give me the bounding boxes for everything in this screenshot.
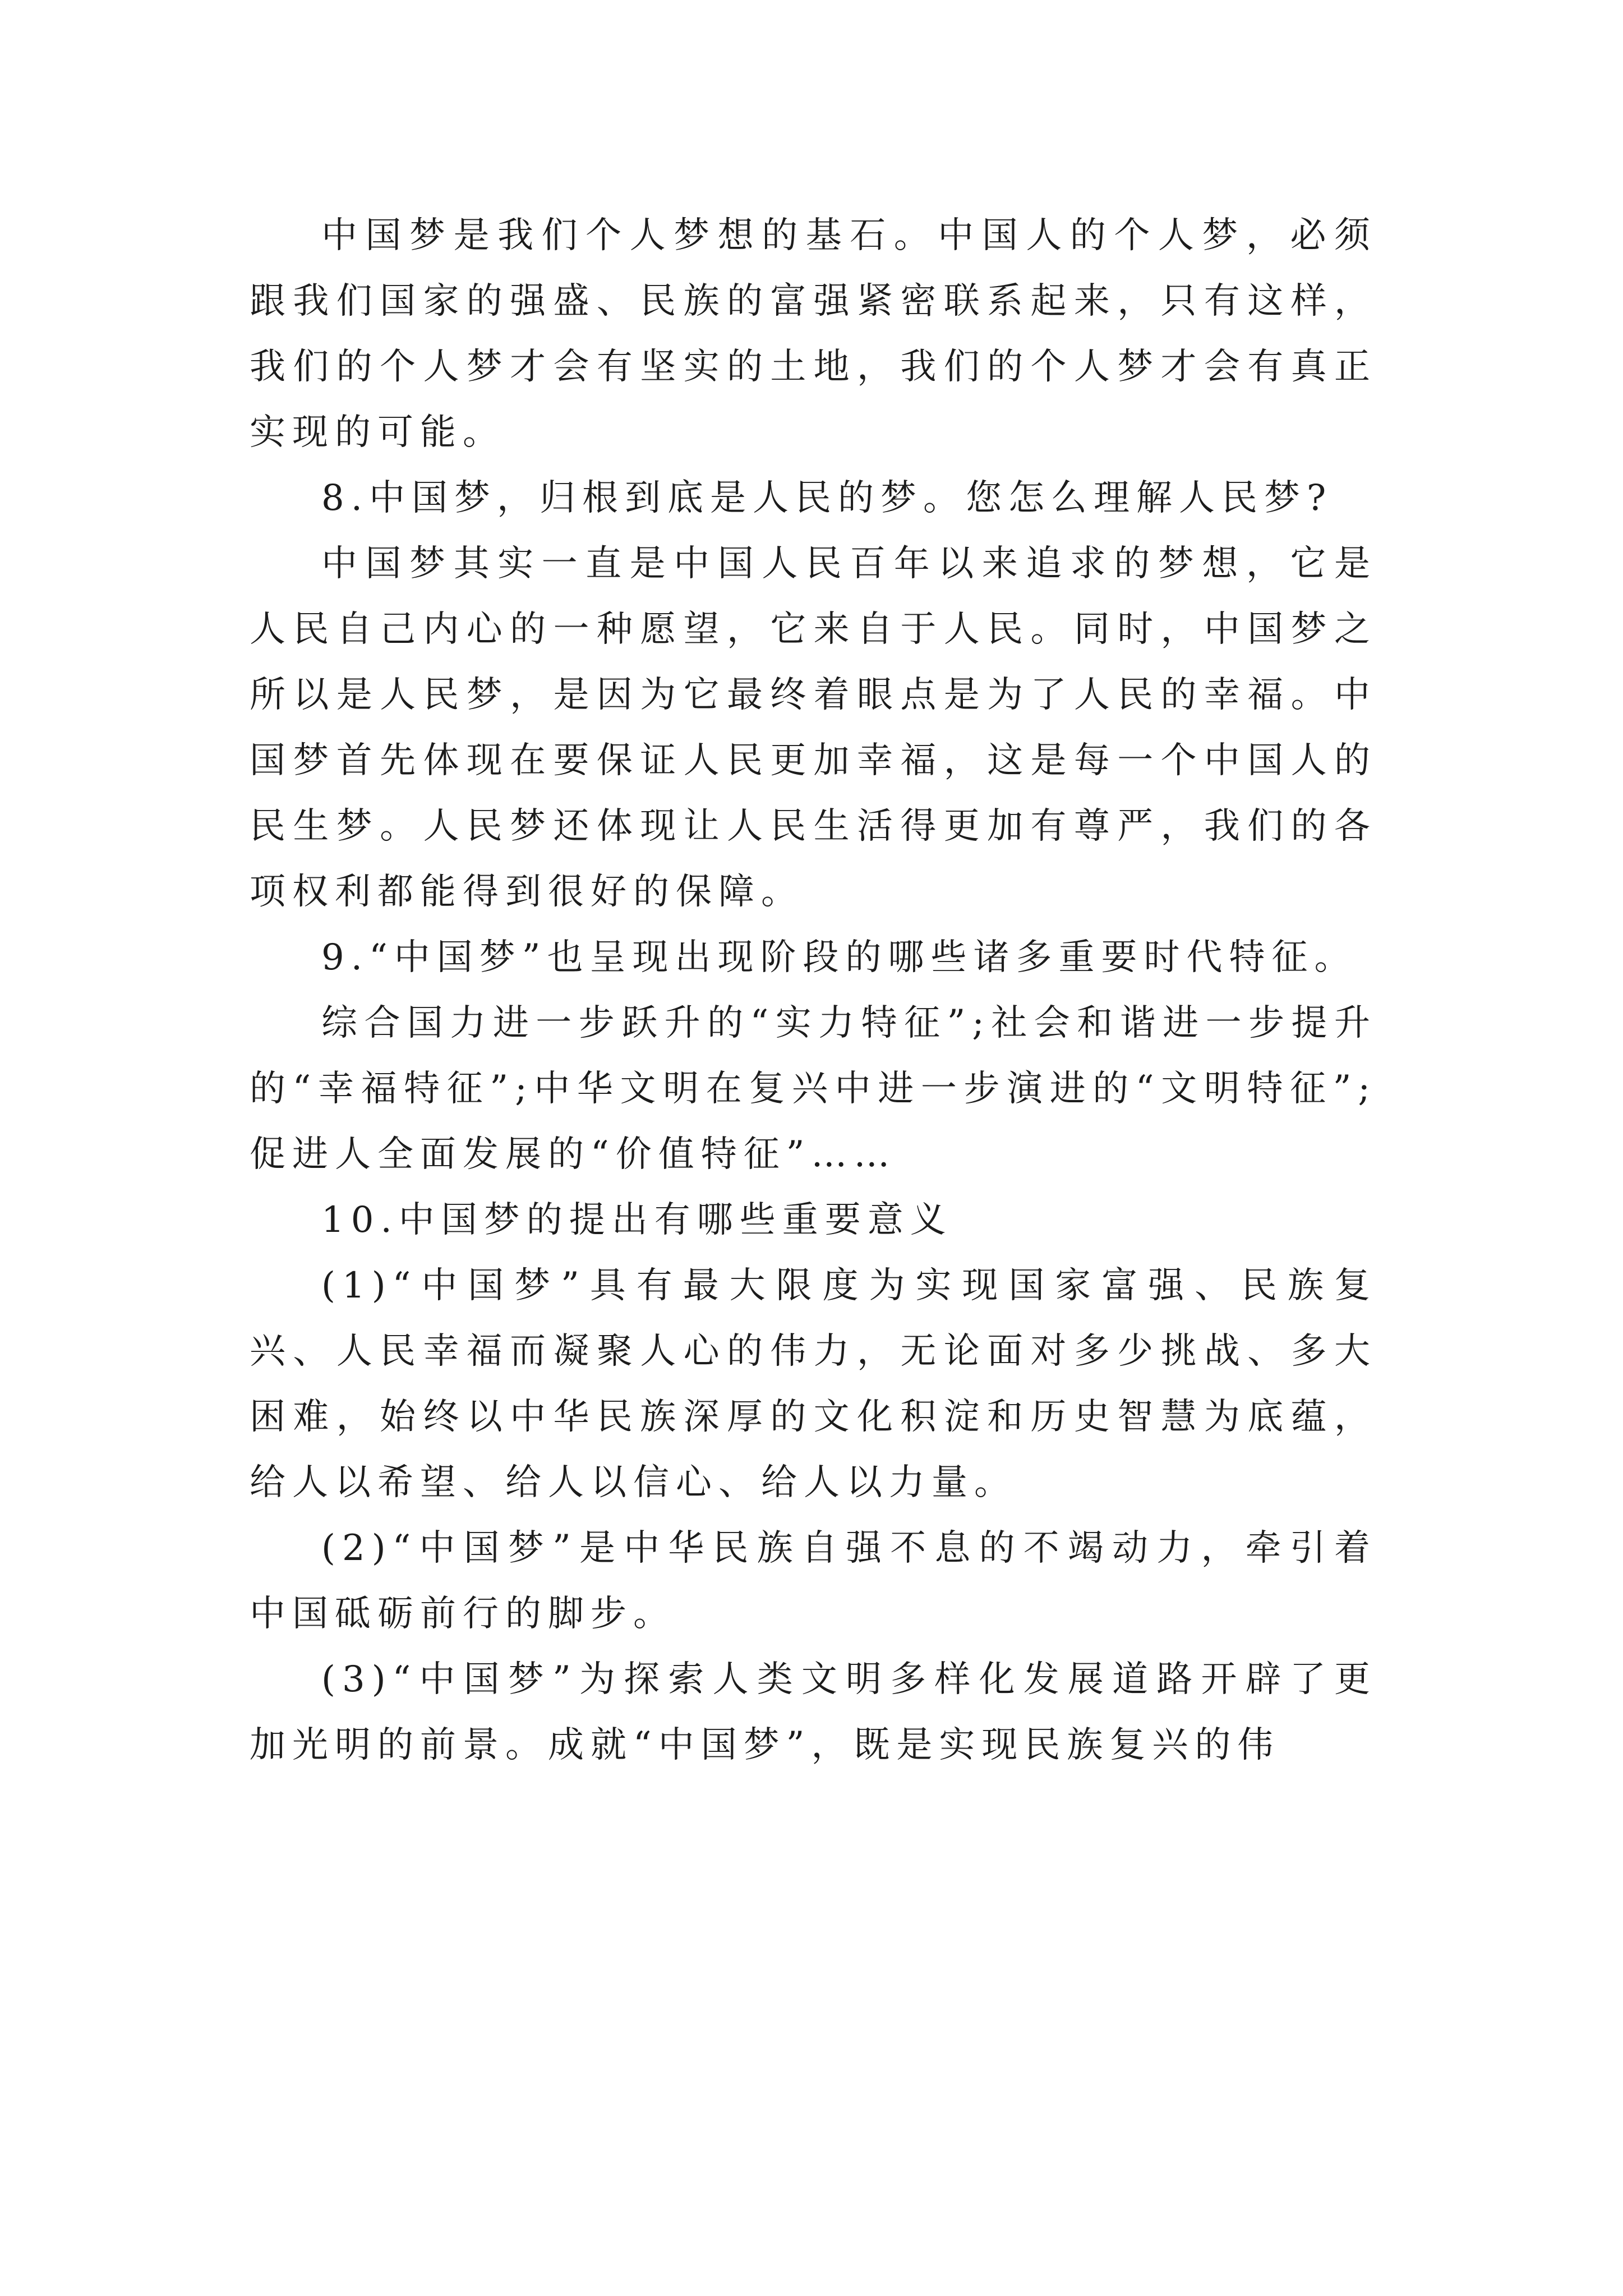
paragraph-chinese-dream-cornerstone: 中国梦是我们个人梦想的基石。中国人的个人梦，必须跟我们国家的强盛、民族的富强紧密联系起来，只有这样，我们的个人梦才会有坚实的土地，我们的个人梦才会有真正实现的可能。: [250, 215, 1377, 453]
answer-8: 中国梦其实一直是中国人民百年以来追求的梦想，它是人民自己内心的一种愿望，它来自于人民。同时，中国梦之所以是人民梦，是因为它最终着眼点是为了人民的幸福。中国梦首先体现在要保证人民更加幸福，这是每一个中国人的民生梦。人民梦还体现让人民生活得更加有尊严，我们的各项权利都能得到很好的保障。: [250, 543, 1377, 913]
document-body: [250, 203, 1377, 1778]
significance-point-1: (1)“中国梦”具有最大限度为实现国家富强、民族复兴、人民幸福而凝聚人心的伟力，无论面对多少挑战、多大困难，始终以中华民族深厚的文化积淀和历史智慧为底蕴，给人以希望、给人以信心、给人以力量。: [250, 1265, 1377, 1503]
question-8: 8.中国梦，归根到底是人民的梦。您怎么理解人民梦?: [321, 477, 1333, 519]
significance-point-2: (2)“中国梦”是中华民族自强不息的不竭动力，牵引着中国砥砺前行的脚步。: [250, 1527, 1377, 1635]
answer-9: 综合国力进一步跃升的“实力特征”;社会和谐进一步提升的“幸福特征”;中华文明在复兴中进一步演进的“文明特征”;促进人全面发展的“价值特征”……: [250, 1002, 1377, 1175]
significance-point-3: (3)“中国梦”为探索人类文明多样化发展道路开辟了更加光明的前景。成就“中国梦”，既是实现民族复兴的伟: [250, 1659, 1377, 1766]
question-10: 10.中国梦的提出有哪些重要意义: [321, 1199, 953, 1241]
question-9: 9.“中国梦”也呈现出现阶段的哪些诸多重要时代特征。: [321, 937, 1357, 978]
